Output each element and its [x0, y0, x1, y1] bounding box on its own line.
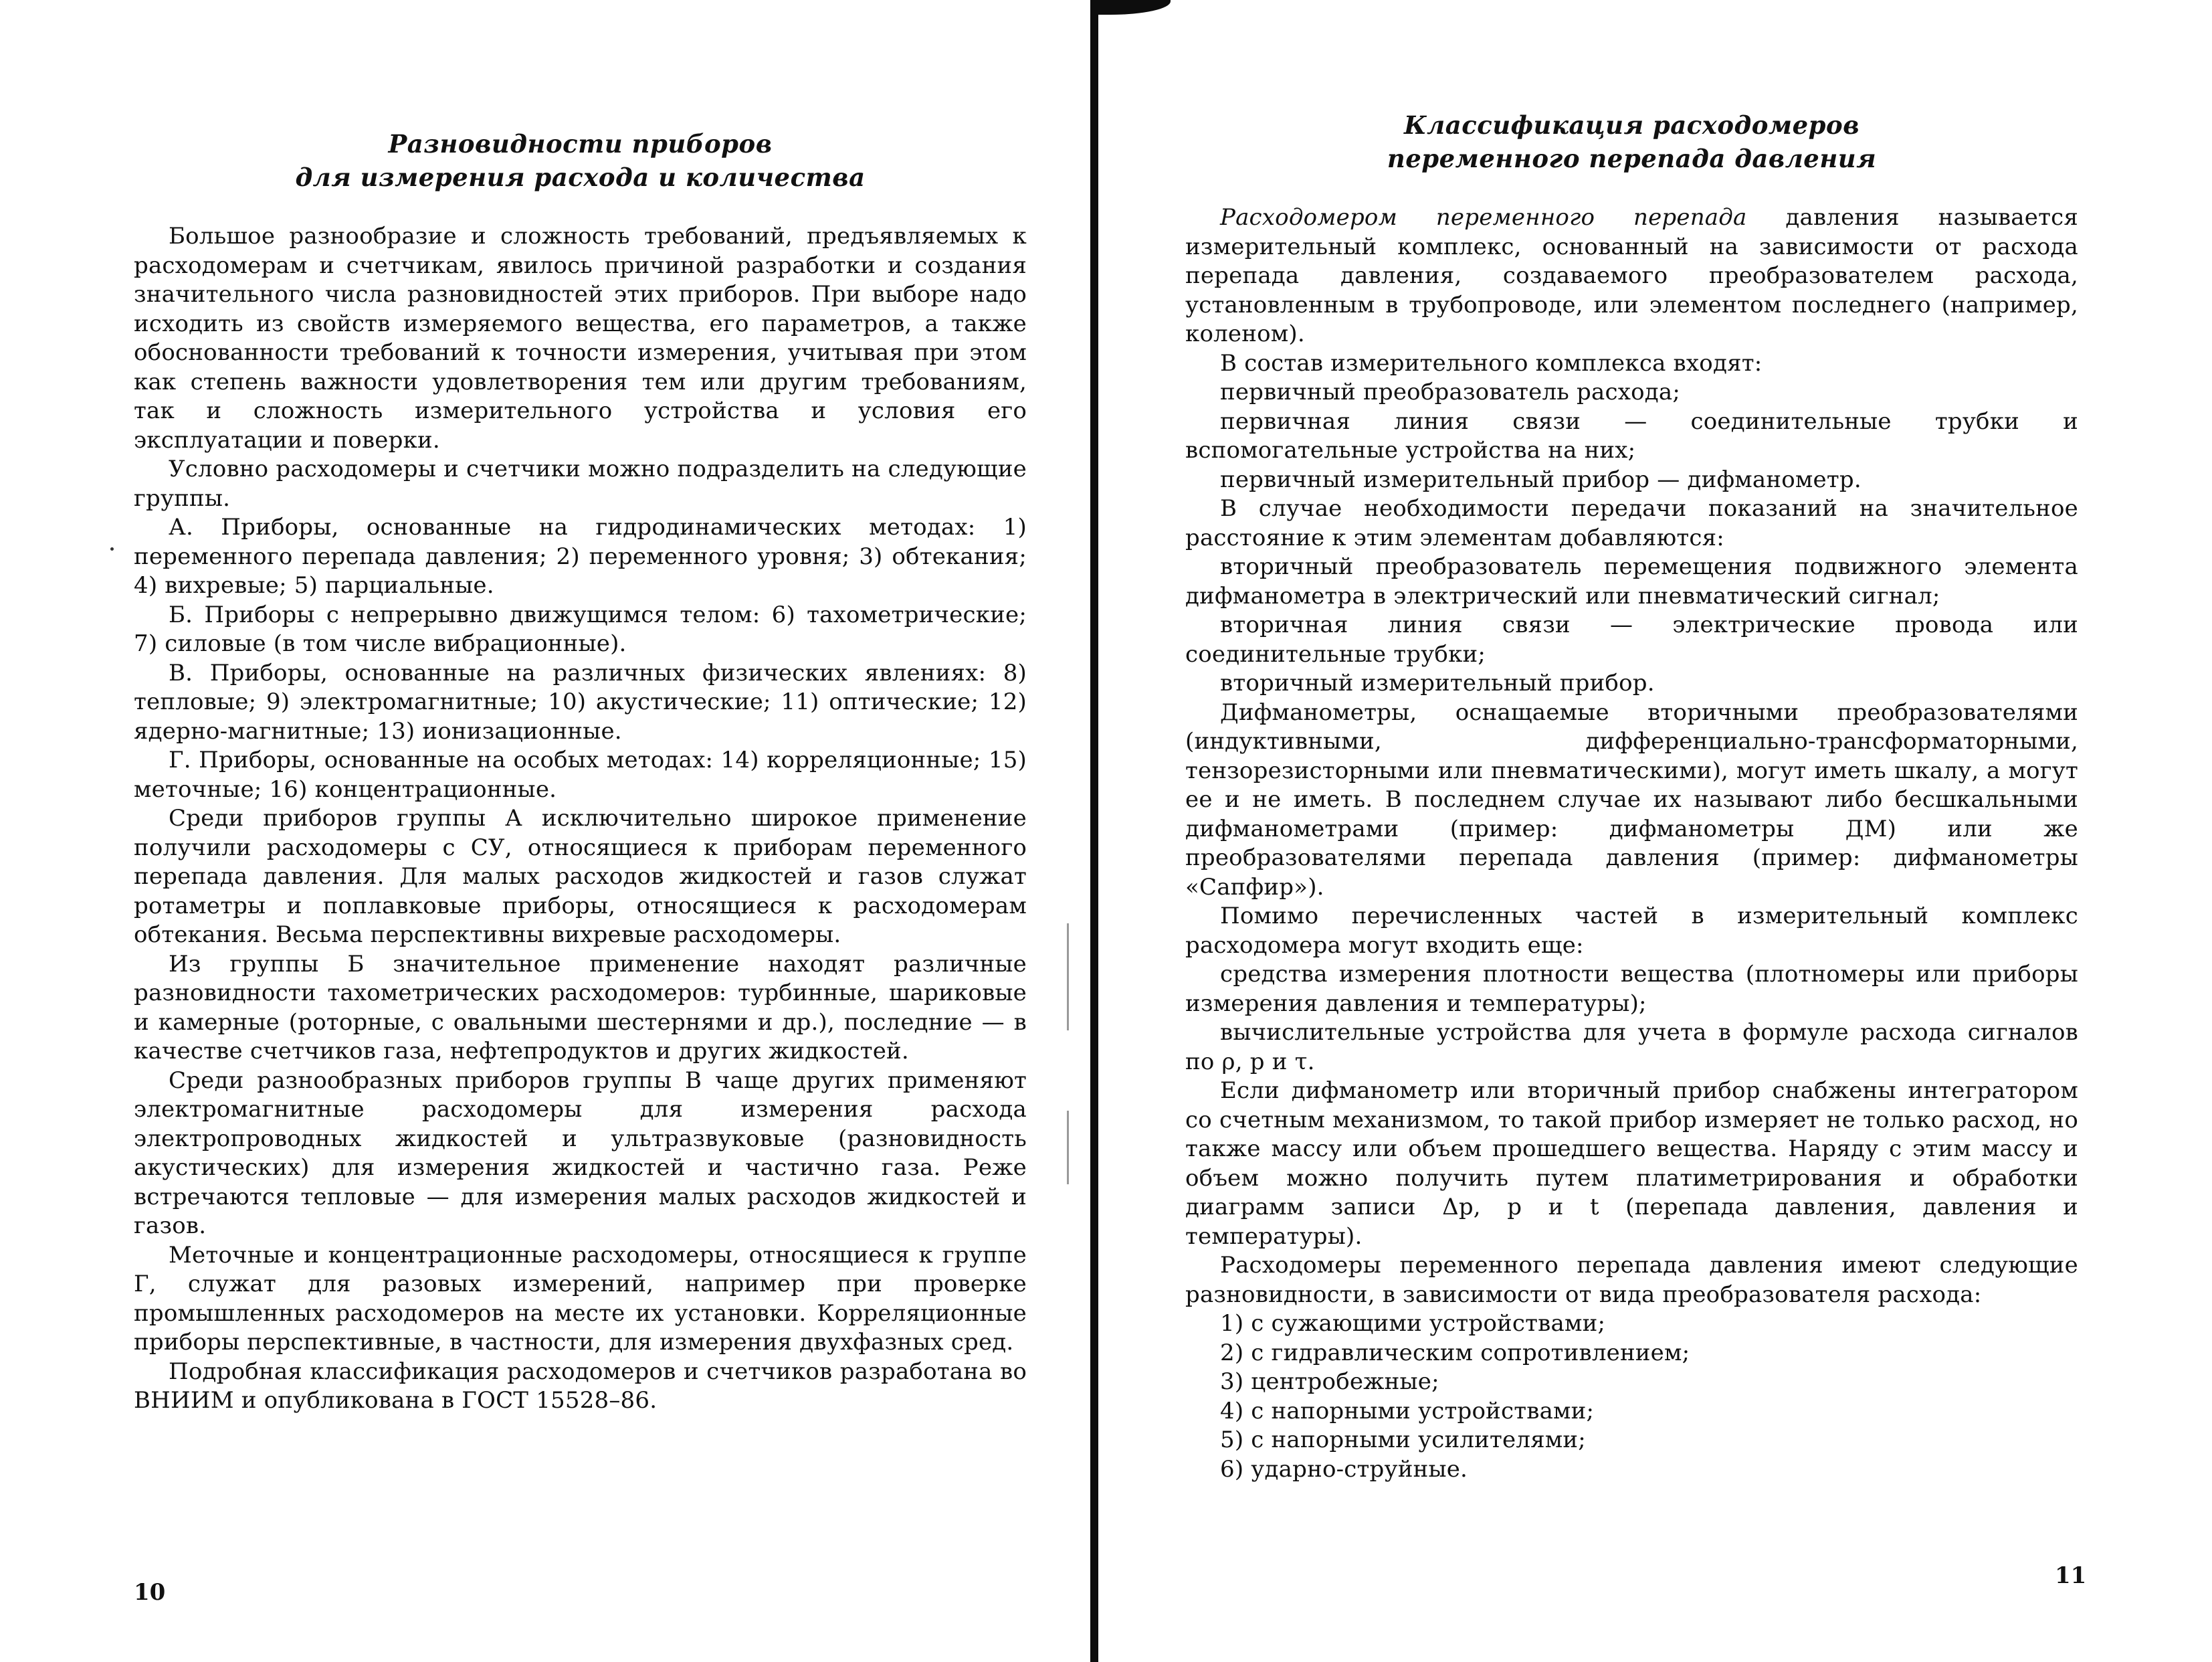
- right-paragraph: В состав измерительного комплекса входят:: [1220, 349, 1763, 377]
- defined-term: Расходомером переменного перепада: [1220, 204, 1747, 231]
- left-paragraph: Из группы Б значительное применение находят различные разновидности тахометрических расходомеров: турбинные, шариковые и камерные (роторные, с овальными шестернями и др.), последние — в качестве счетчиков газа, нефтепродуктов и других жидкостей.: [134, 950, 1027, 1065]
- page-edge-mark: [1067, 1111, 1069, 1184]
- right-paragraph: вычислительные устройства для учета в формуле расхода сигналов по ρ, p и τ.: [1185, 1019, 2078, 1075]
- right-page: [1101, 0, 2212, 1662]
- left-body-text: [134, 222, 1027, 1416]
- right-page-number: 11: [2055, 1562, 2087, 1589]
- left-text-column: [134, 127, 1027, 1416]
- page-edge-mark: [1067, 923, 1069, 1030]
- left-paragraph: А. Приборы, основанные на гидродинамических методах: 1) переменного перепада давления; 2) переменного уровня; 3) обтекания; 4) вихревые; 5) парциальные.: [134, 514, 1027, 599]
- right-heading-line-2: переменного перепада давления: [1387, 144, 1877, 173]
- right-body-text: [1185, 203, 2078, 1484]
- left-paragraph: Г. Приборы, основанные на особых методах: 14) корреляционные; 15) меточные; 16) концентрационные.: [134, 747, 1027, 803]
- left-page-heading: [134, 127, 1027, 194]
- right-paragraph: средства измерения плотности вещества (плотномеры или приборы измерения давления и температуры);: [1185, 961, 2078, 1017]
- left-paragraph: Меточные и концентрационные расходомеры, относящиеся к группе Г, служат для разовых измерений, например при проверке промышленных расходомеров на месте их установки. Корреляционные приборы перспективные, в частности, для измерения двухфазных сред.: [134, 1241, 1027, 1356]
- intro-rest: давления называется измерительный комплекс, основанный на зависимости от расхода перепада давления, создаваемого преобразователем расхода, установленным в трубопроводе, или элементом последнего (например, коленом).: [1185, 204, 2078, 347]
- left-paragraph: Условно расходомеры и счетчики можно подразделить на следующие группы.: [134, 456, 1027, 512]
- right-heading-line-1: Классификация расходомеров: [1404, 110, 1859, 140]
- book-gutter: [1090, 0, 1098, 1662]
- list-item: 5) с напорными усилителями;: [1220, 1426, 1586, 1453]
- right-paragraph: вторичный измерительный прибор.: [1220, 670, 1655, 697]
- right-paragraph: Если дифманометр или вторичный прибор снабжены интегратором со счетным механизмом, то такой прибор измеряет не только расход, но также массу или объем прошедшего вещества. Наряду с этим массу и объем можно получить путем платиметрирования и обработки диаграмм записи Δp, p и t (перепада давления, давления и температуры).: [1185, 1077, 2078, 1250]
- right-paragraph: Дифманометры, оснащаемые вторичными преобразователями (индуктивными, дифференциально-трансформаторными, тензорезисторными или пневматическими), могут иметь шкалу, а могут ее и не иметь. В последнем случае их называют либо бесшкальными дифманометрами (пример: дифманометры ДМ) или же преобразователями перепада давления (пример: дифманометры «Сапфир»).: [1185, 699, 2078, 901]
- list-item: 6) ударно-струйные.: [1220, 1455, 1468, 1483]
- right-intro-paragraph: [1185, 203, 2078, 349]
- list-item: 4) с напорными устройствами;: [1220, 1397, 1595, 1424]
- scan-speck: [110, 547, 114, 551]
- right-paragraph: Помимо перечисленных частей в измерительный комплекс расходомера могут входить еще:: [1185, 903, 2078, 959]
- left-paragraph: Большое разнообразие и сложность требований, предъявляемых к расходомерам и счетчикам, явилось причиной разработки и создания значительного числа разновидностей этих приборов. При выборе надо исходить из свойств измеряемого вещества, его параметров, а также обоснованности требований к точности измерения, учитывая при этом как степень важности удовлетворения тем или другим требованиям, так и сложность измерительного устройства и условия его эксплуатации и поверки.: [134, 223, 1027, 454]
- left-page-number: 10: [134, 1579, 166, 1606]
- right-paragraph: вторичный преобразователь перемещения подвижного элемента дифманометра в электрический или пневматический сигнал;: [1185, 553, 2078, 610]
- list-item: 3) центробежные;: [1220, 1368, 1439, 1395]
- left-page: [0, 0, 1090, 1662]
- right-paragraph: первичный измерительный прибор — дифманометр.: [1220, 466, 1862, 493]
- right-paragraph: В случае необходимости передачи показаний на значительное расстояние к этим элементам добавляются:: [1185, 495, 2078, 551]
- right-paragraph: первичная линия связи — соединительные трубки и вспомогательные устройства на них;: [1185, 407, 2078, 464]
- right-paragraph: вторичная линия связи — электрические провода или соединительные трубки;: [1185, 612, 2078, 668]
- right-text-column: [1185, 108, 2078, 1484]
- left-paragraph: Среди разнообразных приборов группы В чаще других применяют электромагнитные расходомеры для измерения расхода электропроводных жидкостей и ультразвуковые (разновидность акустических) для измерения жидкостей и частично газа. Реже встречаются тепловые — для измерения малых расходов жидкостей и газов.: [134, 1067, 1027, 1239]
- left-heading-line-2: для измерения расхода и количества: [295, 163, 866, 192]
- right-page-heading: [1185, 108, 2078, 175]
- list-item: 2) с гидравлическим сопротивлением;: [1220, 1339, 1690, 1366]
- left-paragraph: Подробная классификация расходомеров и счетчиков разработана во ВНИИМ и опубликована в ГОСТ 15528–86.: [134, 1358, 1027, 1414]
- left-paragraph: Б. Приборы с непрерывно движущимся телом: 6) тахометрические; 7) силовые (в том числе вибрационные).: [134, 601, 1027, 657]
- left-paragraph: Среди приборов группы А исключительно широкое применение получили расходомеры с СУ, относящиеся к приборам переменного перепада давления. Для малых расходов жидкостей и газов служат ротаметры и поплавковые приборы, относящиеся к расходомерам обтекания. Весьма перспективны вихревые расходомеры.: [134, 805, 1027, 948]
- left-heading-line-1: Разновидности приборов: [388, 129, 773, 159]
- right-paragraph: первичный преобразователь расхода;: [1220, 379, 1680, 405]
- left-paragraph: В. Приборы, основанные на различных физических явлениях: 8) тепловые; 9) электромагнитные; 10) акустические; 11) оптические; 12) ядерно-магнитные; 13) ионизационные.: [134, 659, 1027, 745]
- list-item: 1) с сужающими устройствами;: [1220, 1310, 1606, 1337]
- right-paragraph: Расходомеры переменного перепада давления имеют следующие разновидности, в зависимости от вида преобразователя расхода:: [1185, 1252, 2078, 1308]
